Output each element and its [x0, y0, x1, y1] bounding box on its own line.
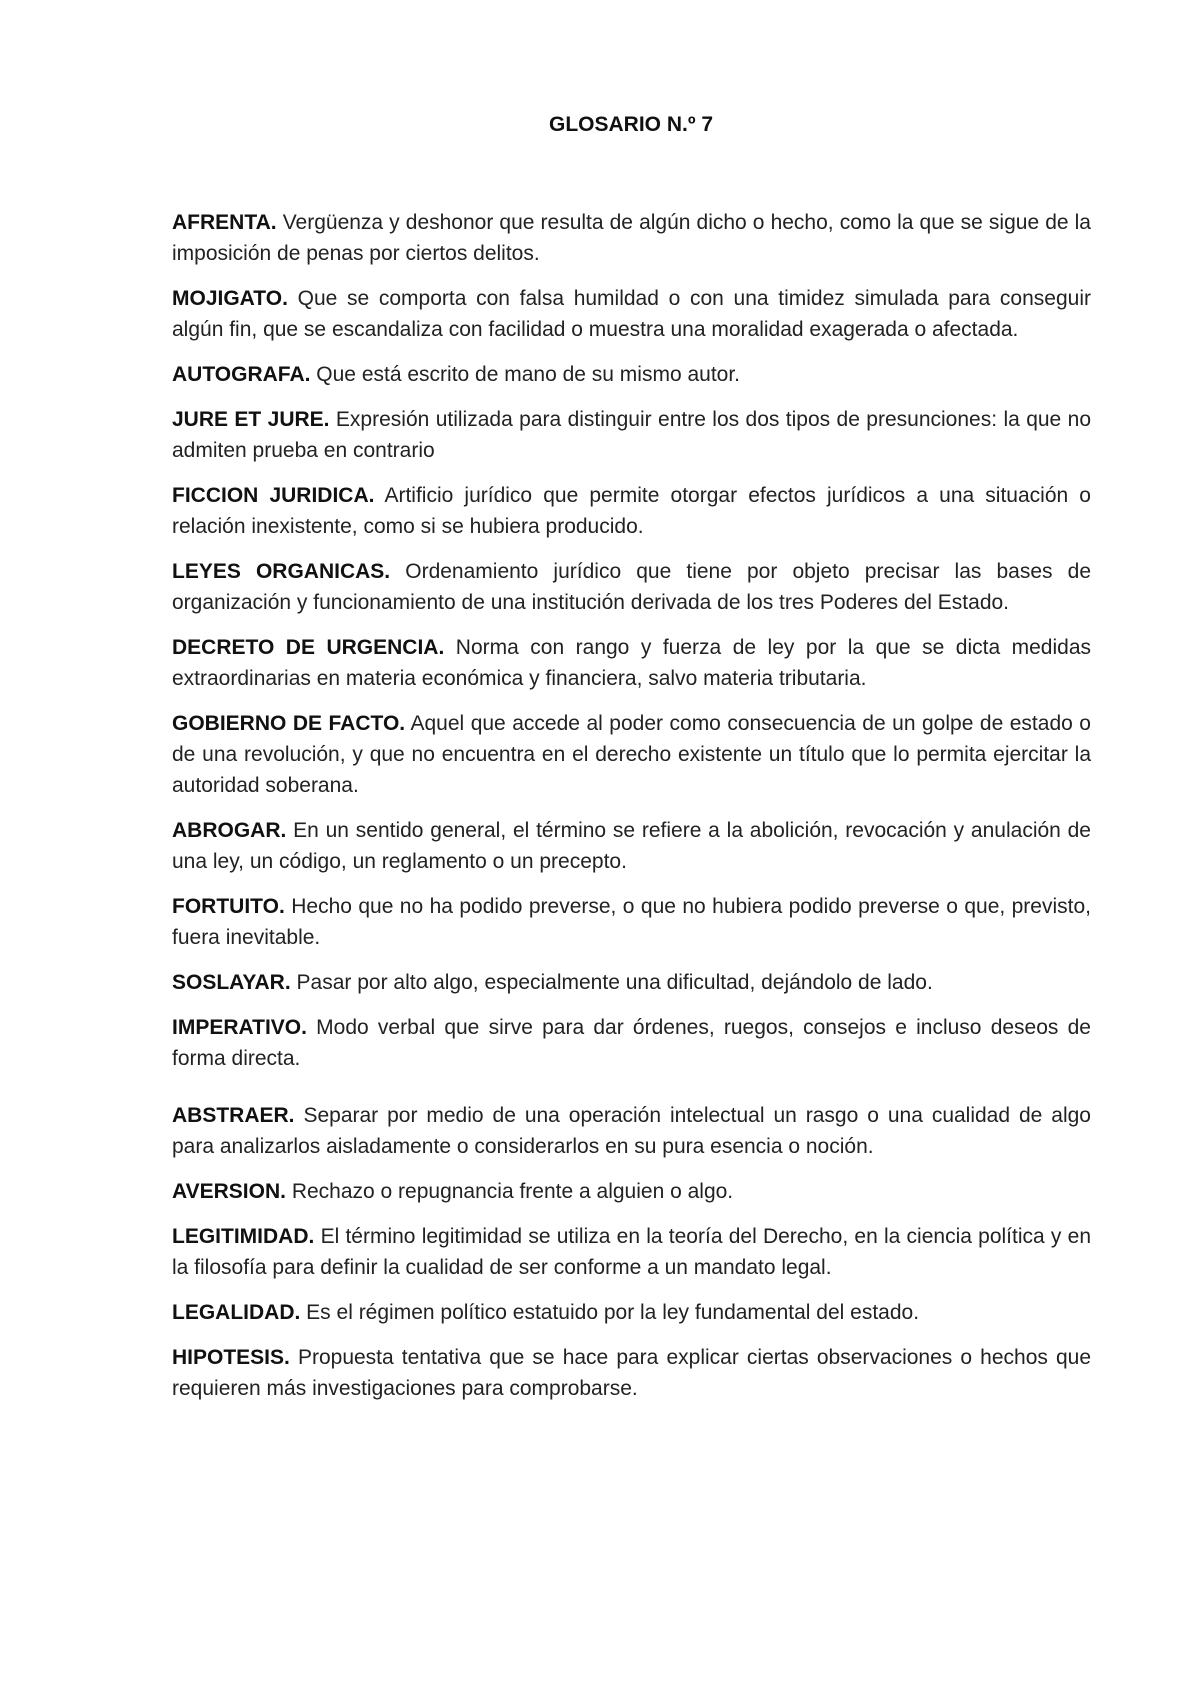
- glossary-term: LEYES ORGANICAS.: [172, 560, 391, 583]
- glossary-definition: Vergüenza y deshonor que resulta de algún dicho o hecho, como la que se sigue de la imposición de penas por ciertos delitos.: [172, 211, 1091, 265]
- glossary-term: MOJIGATO.: [172, 287, 288, 310]
- glossary-list: [172, 207, 1091, 1418]
- glossary-term: ABROGAR.: [172, 819, 287, 842]
- glossary-term: HIPOTESIS.: [172, 1346, 290, 1369]
- glossary-definition: Es el régimen político estatuido por la ley fundamental del estado.: [306, 1301, 920, 1324]
- glossary-definition: Artificio jurídico que permite otorgar efectos jurídicos a una situación o relación inexistente, como si se hubiera producido.: [172, 484, 1091, 538]
- glossary-entry: [172, 708, 1091, 801]
- glossary-term: AFRENTA.: [172, 211, 277, 234]
- glossary-entry: [172, 556, 1091, 618]
- glossary-definition: Ordenamiento jurídico que tiene por objeto precisar las bases de organización y funcionamiento de una institución derivada de los tres Poderes del Estado.: [172, 560, 1091, 614]
- glossary-definition: El término legitimidad se utiliza en la teoría del Derecho, en la ciencia política y en la filosofía para definir la cualidad de ser conforme a un mandato legal.: [172, 1225, 1091, 1279]
- glossary-definition: Que está escrito de mano de su mismo autor.: [316, 363, 741, 386]
- glossary-entry: [172, 283, 1091, 345]
- glossary-definition: Norma con rango y fuerza de ley por la que se dicta medidas extraordinarias en materia económica y financiera, salvo materia tributaria.: [172, 636, 1091, 690]
- glossary-entry: [172, 1100, 1091, 1162]
- glossary-term: FICCION JURIDICA.: [172, 484, 375, 507]
- glossary-term: JURE ET JURE.: [172, 408, 330, 431]
- glossary-entry: [172, 1176, 1091, 1207]
- glossary-definition: Hecho que no ha podido preverse, o que no hubiera podido preverse o que, previsto, fuera inevitable.: [172, 895, 1091, 949]
- glossary-definition: Aquel que accede al poder como consecuencia de un golpe de estado o de una revolución, y que no encuentra en el derecho existente un título que lo permita ejercitar la autoridad soberana.: [172, 712, 1091, 797]
- glossary-entry: [172, 404, 1091, 466]
- glossary-term: AUTOGRAFA.: [172, 363, 311, 386]
- glossary-term: IMPERATIVO.: [172, 1016, 307, 1039]
- glossary-definition: En un sentido general, el término se refiere a la abolición, revocación y anulación de una ley, un código, un reglamento o un precepto.: [172, 819, 1091, 873]
- glossary-entry: [172, 207, 1091, 269]
- glossary-term: DECRETO DE URGENCIA.: [172, 636, 445, 659]
- glossary-entry: [172, 967, 1091, 998]
- glossary-definition: Expresión utilizada para distinguir entre los dos tipos de presunciones: la que no admiten prueba en contrario: [172, 408, 1091, 462]
- glossary-definition: Pasar por alto algo, especialmente una dificultad, dejándolo de lado.: [296, 971, 933, 994]
- glossary-definition: Modo verbal que sirve para dar órdenes, ruegos, consejos e incluso deseos de forma directa.: [172, 1016, 1091, 1070]
- glossary-entry: [172, 1297, 1091, 1328]
- glossary-term: GOBIERNO DE FACTO.: [172, 712, 406, 735]
- glossary-definition: Rechazo o repugnancia frente a alguien o algo.: [291, 1180, 734, 1203]
- glossary-definition: Que se comporta con falsa humildad o con una timidez simulada para conseguir algún fin, que se escandaliza con facilidad o muestra una moralidad exagerada o afectada.: [172, 287, 1091, 341]
- glossary-entry: [172, 1012, 1091, 1074]
- glossary-entry: [172, 480, 1091, 542]
- glossary-term: FORTUITO.: [172, 895, 285, 918]
- glossary-entry: [172, 632, 1091, 694]
- glossary-entry: [172, 891, 1091, 953]
- glossary-term: AVERSION.: [172, 1180, 286, 1203]
- glossary-entry: [172, 359, 1091, 390]
- glossary-term: SOSLAYAR.: [172, 971, 291, 994]
- page-title: GLOSARIO N.º 7: [548, 113, 714, 136]
- glossary-entry: [172, 815, 1091, 877]
- glossary-entry: [172, 1342, 1091, 1404]
- glossary-definition: Separar por medio de una operación intelectual un rasgo o una cualidad de algo para analizarlos aisladamente o considerarlos en su pura esencia o noción.: [172, 1104, 1091, 1158]
- glossary-term: LEGITIMIDAD.: [172, 1225, 315, 1248]
- glossary-term: ABSTRAER.: [172, 1104, 295, 1127]
- glossary-definition: Propuesta tentativa que se hace para explicar ciertas observaciones o hechos que requieren más investigaciones para comprobarse.: [172, 1346, 1092, 1400]
- glossary-entry: [172, 1221, 1091, 1283]
- glossary-term: LEGALIDAD.: [172, 1301, 301, 1324]
